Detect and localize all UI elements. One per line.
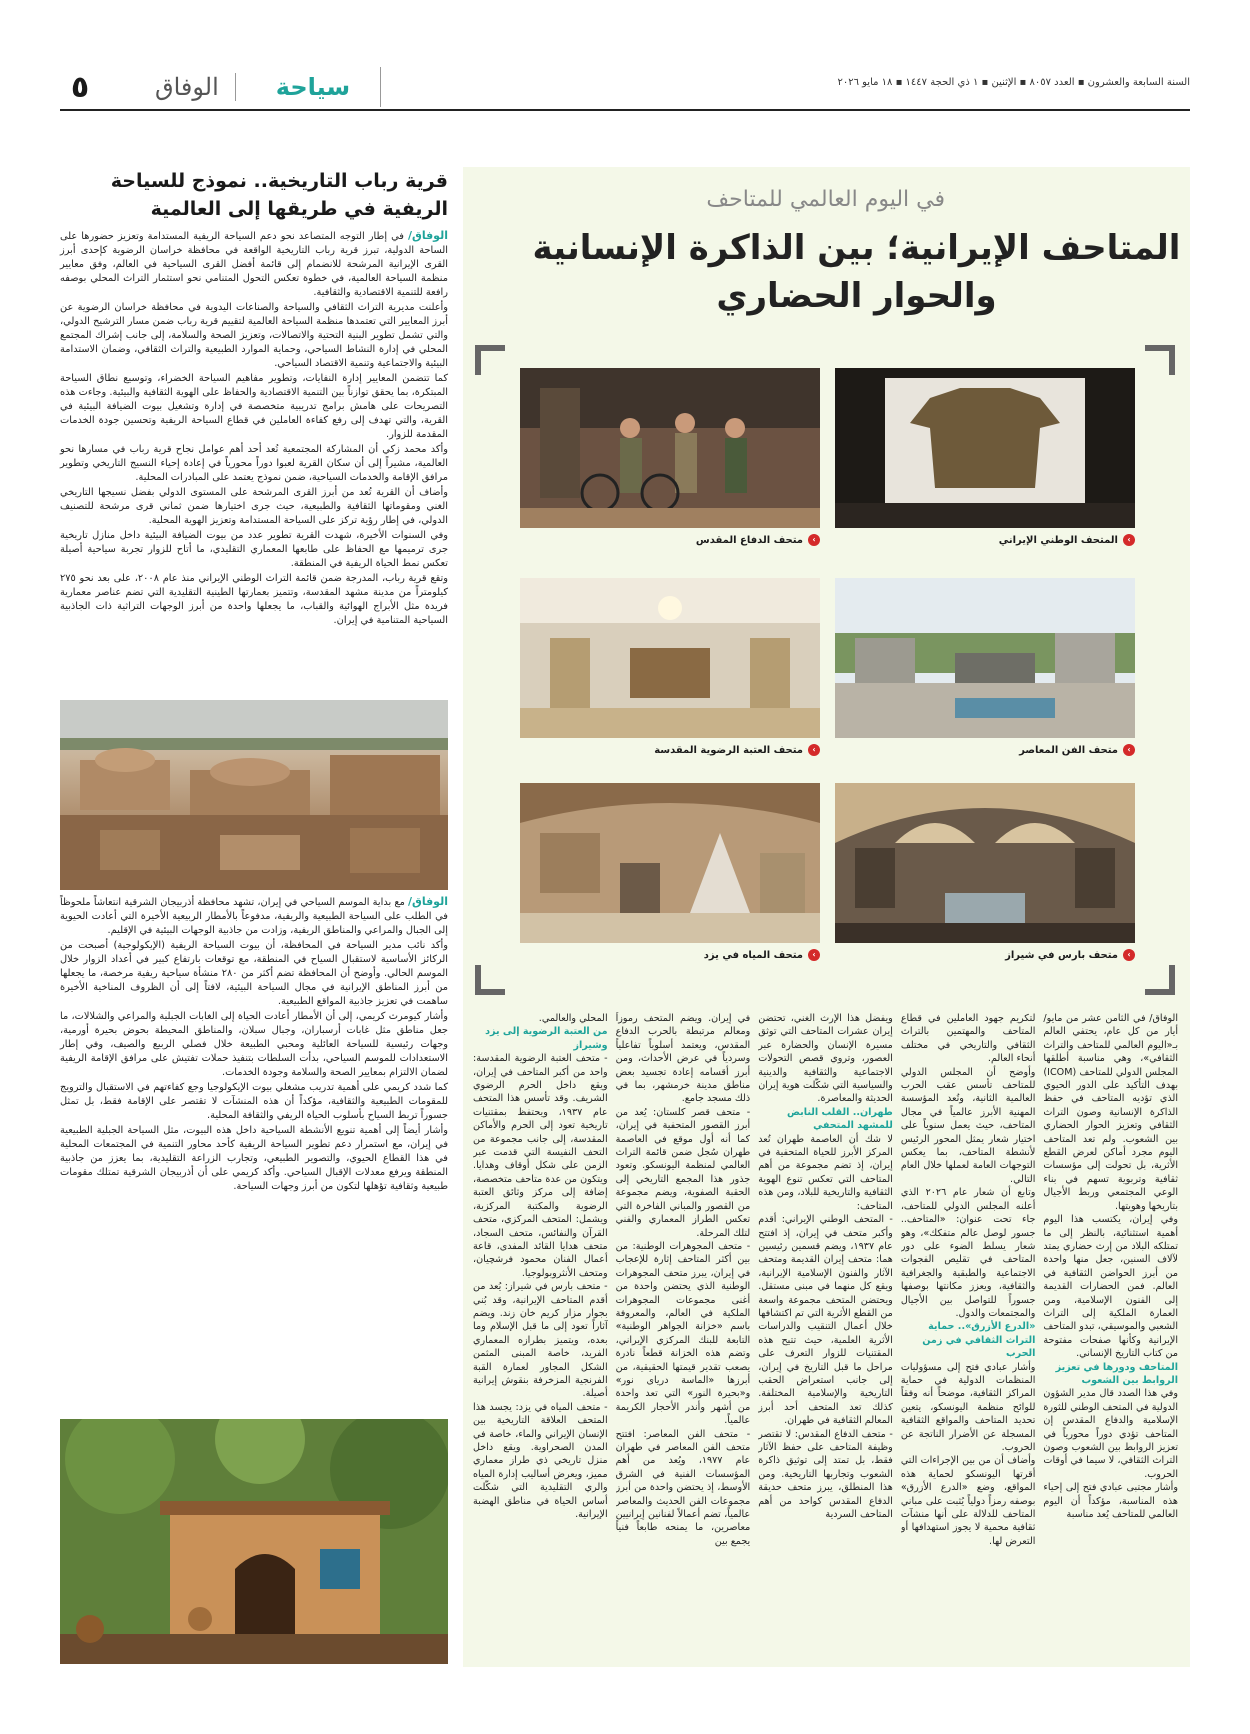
azerbaijan-paragraph: الوفاق/ مع بداية الموسم السياحي في إيران، تشهد محافظة أذربيجان الشرقية انتعاشاً ملحوظاً في الطلب على السياحة الطبيعية والريفية، مدفوعاً بالأمطار الربيعية الأخيرة التي أعادت الحيوية إلى الجبال والمراعي والمناطق الريفية، وزادت من جاذبية الوجهات البيئية في الإقليم. [60, 895, 448, 936]
dateline: السنة السابعة والعشرون ▪ العدد ٨٠٥٧ ▪ الإثنين ▪ ١ ذي الحجة ١٤٤٧ ▪ ١٨ مايو ٢٠٢٦ [837, 77, 1190, 88]
frame-corner [475, 345, 505, 375]
brand-mark: الوفاق/ [408, 895, 448, 908]
caption: › متحف الدفاع المقدس [696, 534, 820, 546]
feature-subheading: من العتبة الرضوية إلى يزد وشيراز [485, 1026, 608, 1051]
razavi-museum-image [520, 578, 820, 738]
caption-bullet-icon: › [1123, 949, 1135, 961]
feature-paragraph: - متحف العتبة الرضوية المقدسة: واحد من أكبر المتاحف في إيران، ويقع داخل الحرم الرضوي الشريف. وقد تأسس هذا المتحف عام ١٩٣٧، ويحتفظ بمقتنيات تاريخية تعود إلى الحرم والأماكن المقدسة، إلى جانب مجموعة من التحف النفيسة التي قدمت عبر الزمن على شكل أوقاف وهدايا. ويتكون من عدة متاحف متخصصة، إضافة إلى مركز وثائق العتبة الرضوية والمكتبة المركزية، ويشمل: المتحف المركزي، متحف القرآن والنفائس، متحف السجاد، متحف هدايا القائد المفدى، قاعة أعمال الفنان محمود فرشچيان، ومتحف الأنثروبولوجيا. [473, 1053, 608, 1279]
feature-column-3 [758, 1012, 893, 1657]
feature-paragraph: وأوضح أن المجلس الدولي للمتاحف تأسس عقب الحرب العالمية الثانية، وتُعد المؤسسة المهنية الأبرز عالمياً في مجال المتاحف، حيث يعمل سنوياً على اختيار شعار يمثل المحور الرئيس لأنشطة المتاحف، بما يعكس التوجهات العامة لعملها خلال العام التالي. [900, 1066, 1036, 1185]
feature-paragraph: وفي إيران، يكتسب هذا اليوم أهمية استثنائية، بالنظر إلى ما تمتلكه البلاد من إرث حضاري يمتد لآلاف السنين، جعل منها واحدة من أبرز الحواضن الثقافية في العالم. فمن الحضارات القديمة إلى الفنون الإسلامية، ومن العمارة الملكية إلى التراث الشعبي والموسيقي، تبدو المتاحف الإيرانية وكأنها صفحات مفتوحة من كتاب التاريخ الإنساني. [1043, 1214, 1178, 1360]
rabab-paragraph: الوفاق/ في إطار التوجه المتصاعد نحو دعم السياحة الريفية المستدامة وتعزيز حضورها على الساحة الدولية، تبرز قرية رباب التاريخية الواقعة في محافظة خراسان الرضوية كإحدى أبرز القرى الإيرانية المرشحة للانضمام إلى قائمة أفضل القرى السياحية في العالم، وفق معايير منظمة السياحة العالمية، في خطوة تعكس التحول المتنامي نحو استثمار التراث المحلي بوصفه رافعة للتنمية الاقتصادية والثقافية. [60, 229, 448, 298]
feature-headline: المتاحف الإيرانية؛ بين الذاكرة الإنسانية والحوار الحضاري [532, 228, 1181, 316]
ecolodge-photo [60, 1419, 448, 1664]
frame-corner [1145, 345, 1175, 375]
rabab-paragraph: وأضاف أن القرية تُعد من أبرز القرى المرشحة على المستوى الدولي بفضل نسيجها التاريخي الغني ومقوماتها الثقافية والطبيعية، حيث جرى اختيارها ضمن ثماني قرى مرشحة للتصنيف الدولي، في إطار رؤية تركز على السياحة المستدامة وتعزيز الهوية المحلية. [60, 487, 448, 526]
feature-column-5 [473, 1012, 608, 1657]
caption-bullet-icon: › [1123, 534, 1135, 546]
page-number: ٥ [70, 69, 90, 105]
caption: › المتحف الوطني الإيراني [999, 534, 1135, 546]
national-museum-image [835, 368, 1135, 528]
caption: › متحف بارس في شيراز [1005, 949, 1135, 961]
caption-bullet-icon: › [808, 534, 820, 546]
caption: › متحف الفن المعاصر [1019, 744, 1135, 756]
feature-paragraph: المحلي والعالمي. [538, 1013, 608, 1024]
feature-paragraph: لا شك أن العاصمة طهران تُعد المركز الأبرز للحياة المتحفية في إيران، إذ تضم مجموعة من أهم المتاحف التي تعكس تنوع الهوية الثقافية والتاريخية للبلاد، ومن هذه المتاحف: [758, 1133, 893, 1212]
feature-paragraph: ويفضل هذا الإرث الغني، تحتضن إيران عشرات المتاحف التي توثق مسيرة الإنسان والحضارة عبر العصور، وتروي قصص التحولات الاجتماعية والثقافية والدينية والسياسية التي شكّلت هوية إيران الحديثة والمعاصرة. [758, 1013, 893, 1105]
header-left [60, 65, 381, 109]
section-title: سياحة [276, 67, 381, 107]
contemporary-art-museum-photo [835, 578, 1135, 756]
feature-subheading: المتاحف ودورها في تعزيز الروابط بين الشعوب [1055, 1361, 1178, 1386]
azerbaijan-paragraph: كما شدد كريمي على أهمية تدريب مشغلي بيوت الإيكولوجيا وجع كفاءتهم في الاستقبال والترويج للمقومات الطبيعية والثقافية، مؤكداً أن هذه المنشآت لا تقتصر على الإقامة فقط، بل تمثل جسوراً تربط السياح بأسلوب الحياة الريفي والثقافة المحلية. [60, 1082, 448, 1121]
national-museum-photo [835, 368, 1135, 546]
feature-paragraph: وأشار مجتبى عبادي فتح إلى إحياء هذه المناسبة، مؤكداً أن اليوم العالمي للمتاحف يُعد مناسبة [1043, 1482, 1178, 1521]
feature-paragraph: وأضاف أن من بين الإجراءات التي أقرتها اليونسكو لحماية هذه المواقع، وضع «الدرع الأزرق» بوصفه رمزاً دولياً يُثبت على مباني المتاحف للدلالة على أنها منشآت ثقافية محمية لا يجوز استهدافها أو التعرض لها. [900, 1455, 1036, 1547]
rabab-paragraph: وأكد محمد زكي أن المشاركة المجتمعية تُعد أحد أهم عوامل نجاح قرية رباب في مسارها نحو العالمية، مشيراً إلى أن سكان القرية لعبوا دوراً محورياً في إعادة إحياء النسيج التاريخي وتطوير مرافق الإقامة والخدمات السياحية، ضمن نموذج يعتمد على المبادرات المحلية. [60, 444, 448, 483]
feature-paragraph: وأشار عبادي فتح إلى مسؤوليات المنظمات الدولية في حماية المراكز الثقافية، موضحاً أنه وفقاً للوائح منظمة اليونسكو، يتعين تحديد المتاحف والمواقع الثقافية المسجلة عن الأضرار الناتجة عن الحروب. [900, 1361, 1036, 1453]
feature-kicker: في اليوم العالمي للمتاحف [706, 187, 945, 212]
museum-gallery [475, 345, 1175, 995]
sidebar [60, 167, 448, 1195]
feature-paragraph: وتابع أن شعار عام ٢٠٢٦ الذي أعلنه المجلس الدولي للمتاحف، جاء تحت عنوان: «المتاحف.. جسور لوصل عالم متفكك»، وهو شعار يسلط الضوء على دور المتاحف في تقليص الفجوات الاجتماعية والطبقية والجغرافية والثقافية، ويعزز مكانتها بوصفها جسوراً للتواصل بين الأجيال والمجتمعات والدول. [900, 1187, 1036, 1319]
feature-paragraph: - متحف قصر كلستان: يُعد من أبرز القصور المتحفية في إيران، كما أنه أول موقع في العاصمة طهران سُجل ضمن قائمة التراث العالمي لمنظمة اليونسكو. وتعود جذور هذا المجمع التاريخي إلى الحقبة الصفوية، ويضم مجموعة من القصور والمباني الفاخرة التي تعكس الطراز المعماري والفني لتلك المرحلة. [615, 1106, 751, 1239]
mud-houses-illustration [60, 700, 448, 890]
feature-paragraph: - متحف الدفاع المقدس: لا تقتصر وظيفة المتاحف على حفظ الآثار فقط، بل تمتد إلى توثيق ذاكرة الشعوب وتجاربها التاريخية. ومن هذا المنطلق، يبرز متحف حديقة الدفاع المقدس كواحد من أهم المتاحف السردية [758, 1428, 893, 1521]
page-header [60, 65, 1190, 111]
feature-paragraph: الوفاق/ في الثامن عشر من مايو/أيار من كل عام، يحتفي العالم بـ«اليوم العالمي للمتاحف والتراث الثقافي»، وهي مناسبة أطلقها المجلس الدولي للمتاحف (ICOM) بهدف التأكيد على الدور الحيوي الذي تؤديه المتاحف في حفظ الذاكرة الإنسانية وصون التراث الثقافي وتعزيز الحوار الحضاري بين الشعوب. ولم تعد المتاحف اليوم مجرد أماكن لعرض القطع الأثرية، بل تحولت إلى مؤسسات ثقافية وتربوية تسهم في بناء الوعي المجتمعي وربط الأجيال بتاريخها وهويتها. [1043, 1013, 1178, 1212]
feature-body [473, 1012, 1178, 1657]
feature-paragraph: - المتحف الوطني الإيراني: أقدم وأكبر متحف في إيران، إذ افتتح عام ١٩٣٧، ويضم قسمين رئيسين هما: متحف إيران القديمة ومتحف الآثار والفنون الإسلامية الإيرانية، ويقع كل منهما في مبنى مستقل. ويحتضن المتحف مجموعة واسعة من القطع الأثرية التي تم اكتشافها خلال أعمال التنقيب والدراسات الأثرية العلمية، حيث تتيح هذه المقتنيات للزوار التعرف على مراحل ما قبل التاريخ في إيران، إلى جانب استعراض الحقب التاريخية والإسلامية المختلفة. كذلك تعد المتحف أحد أبرز المعالم الثقافية في طهران. [758, 1214, 893, 1427]
ecolodge-illustration [60, 1419, 448, 1664]
feature-column-2 [901, 1012, 1036, 1657]
feature-paragraph: وفي هذا الصدد قال مدير الشؤون الدولية في المتحف الوطني للثورة الإسلامية والدفاع المقدس إن المتاحف تؤدي دوراً محورياً في تعزيز الروابط بين الشعوب وصون التراث الثقافي، لا سيما في أوقات الحروب. [1043, 1388, 1178, 1480]
caption-bullet-icon: › [808, 744, 820, 756]
feature-paragraph: - متحف الفن المعاصر: افتتح متحف الفن المعاصر في طهران عام ١٩٧٧، ويُعد من أهم المؤسسات الفنية في الشرق الأوسط، إذ يحتضن واحدة من أبرز مجموعات الفن الحديث والمعاصر عالمياً، تضم أعمالاً لفنانين إيرانيين معاصرين، ما يمنحه طابعاً فنياً يجمع بين [615, 1428, 751, 1547]
frame-corner [1145, 965, 1175, 995]
azerbaijan-paragraph: وأكد نائب مدير السياحة في المحافظة، أن بيوت السياحة الريفية (الإيكولوجية) أصبحت من الركائز الأساسية لاستقبال السياح في المنطقة، مع توقعات بارتفاع كبير في أعداد الزوار خلال الموسم الحالي. وأوضح أن المحافظة تضم أكثر من ٢٨٠ منشأة سياحية ريفية مرخصة، ما يجعلها من أبرز المناطق الإيرانية في مجال السياحة البيئية، لافتاً إلى أن الظروف المناخية الأخيرة ساهمت في تعزيز جاذبية المواقع الطبيعية. [60, 940, 448, 1007]
contemporary-art-museum-image [835, 578, 1135, 738]
caption: › متحف العتبة الرضوية المقدسة [654, 744, 820, 756]
feature-paragraph: - متحف بارس في شيراز: يُعد من أقدم المتاحف الإيرانية، وقد بُني بجوار مزار كريم خان زند. ويضم آثاراً تعود إلى ما قبل الإسلام وما بعده، ويتميز بطرازه المعماري الفريد، خاصة المبنى المثمن الشكل المجاور لعمارة القبة الفرنجية المزخرفة بنقوش إيرانية أصيلة. [473, 1281, 608, 1400]
caption-bullet-icon: › [808, 949, 820, 961]
azerbaijan-paragraph: وأشار أيضاً إلى أهمية تنويع الأنشطة السياحية داخل هذه البيوت، مثل السياحة الجبلية الطبيعية في إيران، مع استمرار دعم تطوير السياحة الريفية كأحد محاور التنمية في المجتمعات المحلية في هذا القطاع الحيوي، والتصوير الطبيعي، وتجارب الزراعة التقليدية، بما يعزز من جاذبية المنطقة ويرفع معدلات الإقبال السياحي. وأكد كريمي على أن أذربيجان الشرقية تمتلك مقومات طبيعية وثقافية تؤهلها لتكون من أبرز وجهات السياحة. [60, 1125, 448, 1192]
razavi-museum-photo [520, 578, 820, 756]
holy-defense-museum-photo [520, 368, 820, 546]
rabab-paragraph: وتقع قرية رباب، المدرجة ضمن قائمة التراث الوطني الإيراني منذ عام ٢٠٠٨، على بعد نحو ٢٧٥ كيلومتراً من مدينة مشهد المقدسة، وتتميز بعمارتها الطينية التقليدية التي تضم عناصر معمارية فريدة مثل الأبراج الهوائية والقباب، ما يجعلها واحدة من أبرز الوجهات التراثية ذات الجاذبية السياحية المتنامية في إيران. [60, 573, 448, 626]
rabab-paragraph: وأعلنت مديرية التراث الثقافي والسياحة والصناعات اليدوية في محافظة خراسان الرضوية عن أبرز المعايير التي تعتمدها منظمة السياحة العالمية لتقييم قرية رباب ضمن مسار الترشيح الدولي، والتي تشمل تطوير البنية التحتية والاتصالات، وتعزيز الصحة والسلامة، إلى جانب إشراك المجتمع المحلي في إدارة النشاط السياحي، وحماية الموارد الطبيعية والتراث الثقافي، وضمان الاستدامة البيئية والاجتماعية وتنمية الاقتصاد السياحي. [60, 302, 448, 369]
feature-paragraph: - متحف المجوهرات الوطنية: من بين أكثر المتاحف إثارة للإعجاب في إيران، يبرز متحف المجوهرات الوطنية الذي يحتضن واحدة من أغنى مجموعات المجوهرات الملكية في العالم، والمعروفة باسم «خزانة الجواهر الوطنية» التابعة للبنك المركزي الإيراني، وتضم هذه الخزانة قطعاً نادرة يصعب تقدير قيمتها الحقيقية، من أبرزها «الماسة دريای نور» و«بحيرة النور» التي تعد واحدة من أشهر وأندر الأحجار الكريمة عالمياً. [615, 1240, 751, 1427]
feature-paragraph: في إيران. ويضم المتحف رموزاً ومعالم مرتبطة بالحرب الدفاع المقدس، ويعتمد أسلوباً تفاعلياً وسردياً في عرض الأحداث، ومن أبرز أقسامه إعادة تجسيد بعض مناطق مدينة خرمشهر، بما في ذلك مسجد جامع. [615, 1013, 751, 1105]
feature-column-4 [616, 1012, 751, 1657]
feature-subheading: طهران.. القلب النابض للمشهد المتحفي [787, 1106, 893, 1132]
caption: › متحف المياه في يزد [704, 949, 820, 961]
caption-bullet-icon: › [1123, 744, 1135, 756]
feature-column-1 [1043, 1012, 1178, 1657]
feature-paragraph: - متحف المياه في يزد: يجسد هذا المتحف العلاقة التاريخية بين الإنسان الإيراني والماء، خاصة في المدن الصحراوية. ويقع داخل منزل تاريخي ذي طراز معماري مميز، ويعرض أساليب إدارة المياه والري التقليدية التي شكّلت أساس الحياة في مناطق الهضبة الإيرانية. [473, 1401, 608, 1521]
azerbaijan-article [60, 895, 448, 1194]
museums-feature [463, 167, 1190, 1667]
azerbaijan-paragraph: وأشار كيومرث كريمي، إلى أن الأمطار أعادت الحياة إلى الغابات الجبلية والمراعي والشلالات، ما جعل مناطق مثل غابات أرسباران، وجبال سبلان، والمناطق المحيطة بحوض بحيرة أورمية، وجهات رئيسية للسياحة العائلية ومحبي الطبيعة خلال فصلي الربيع والصيف، وفي إطار الاستعدادات للموسم السياحي، بدأت السلطات بتنفيذ حملات تفتيش على مرافق الإقامة الريفية لضمان الالتزام بمعايير الصحة والسلامة وجودة الخدمات. [60, 1011, 448, 1078]
water-museum-photo [520, 783, 820, 961]
brand-mark: الوفاق/ [408, 229, 448, 242]
water-museum-image [520, 783, 820, 943]
pars-museum-image [835, 783, 1135, 943]
holy-defense-museum-image [520, 368, 820, 528]
pars-museum-photo [835, 783, 1135, 961]
feature-subheading: «الدرع الأزرق».. حماية التراث الثقافي في زمن الحرب [922, 1321, 1036, 1360]
rabab-headline: قرية رباب التاريخية.. نموذج للسياحة الريفية في طريقها إلى العالمية [110, 170, 448, 220]
frame-corner [475, 965, 505, 995]
rabab-article [60, 229, 448, 628]
newspaper-logo: الوفاق [155, 73, 236, 101]
feature-paragraph: لتكريم جهود العاملين في قطاع المتاحف والمهتمين بالتراث الثقافي والتاريخي في مختلف أنحاء العالم. [900, 1013, 1036, 1065]
rabab-village-photo [60, 700, 448, 890]
rabab-paragraph: وفي السنوات الأخيرة، شهدت القرية تطوير عدد من بيوت الضيافة البيئية داخل منازل تاريخية جرى ترميمها مع الحفاظ على طابعها المعماري التقليدي، ما أتاح للزوار تجربة سياحية أصيلة تعكس نمط الحياة الريفية في المنطقة. [60, 530, 448, 569]
rabab-paragraph: كما تتضمن المعايير إدارة النفايات، وتطوير مفاهيم السياحة الخضراء، وتوسيع نطاق السياحة المبتكرة، بما يحقق توازناً بين التنمية الاقتصادية والحفاظ على الهوية الثقافية والبيئية. وجاءت هذه التصريحات على هامش برامج تدريبية متخصصة في إدارة وتشغيل بيوت الضيافة البيئية في القرية، والتي تهدف إلى رفع كفاءة العاملين في قطاع السياحة الريفية وتحسين جودة الخدمات المقدمة للزوار. [60, 373, 448, 440]
